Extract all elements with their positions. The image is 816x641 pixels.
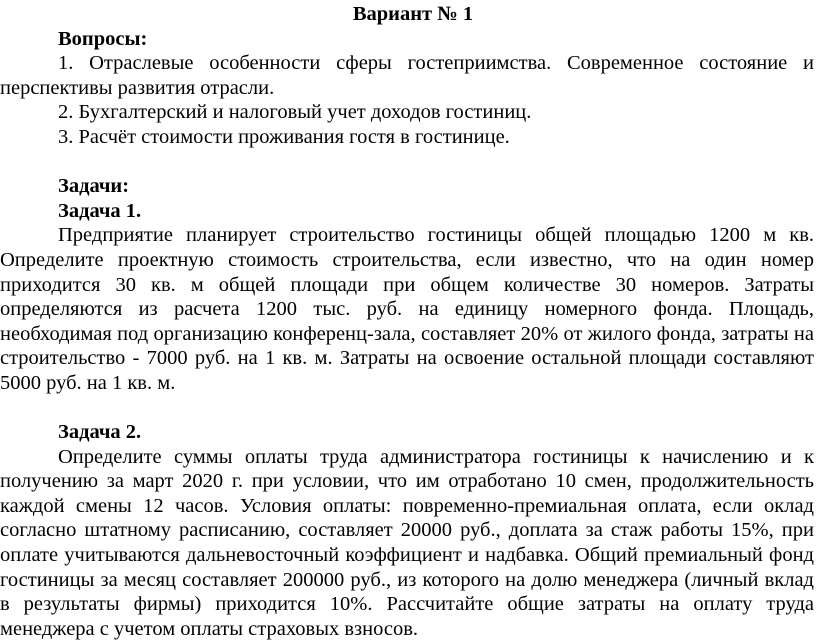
spacer [0,150,814,175]
task-2-text: Определите суммы оплаты труда администратора гостиницы к начислению и к получению за март 2020 г. при условии, что им отработано 10 смен, продолжительность каждой смены 12 часов. Условия оплаты: повременно-премиальная оплата, если оклад согласно штатному расписанию, составляет 20000 руб., доплата за стаж работы 15%, при оплате учитываются дальневосточный коэффициент и надбавка. Общий премиальный фонд гостиницы за месяц составляет 200000 руб., из которого на долю менеджера (личный вклад в результаты фирмы) приходится 10%. Рассчитайте общие затраты на оплату труда менеджера с учетом оплаты страховых взносов. [0,445,814,640]
questions-heading: Вопросы: [58,27,148,50]
task-1-text: Предприятие планирует строительство гостиницы общей площадью 1200 м кв. Определите проектную стоимость строительства, если известно, что на один номер приходится 30 кв. м общей площади при общем количестве 30 номеров. Затраты определяются из расчета 1200 тыс. руб. на единицу номерного фонда. Площадь, необходимая под организацию конференц-зала, составляет 20% от жилого фонда, затраты на строительство - 7000 руб. на 1 кв. м. Затраты на освоение остальной площади составляют 5000 руб. на 1 кв. м. [0,224,814,394]
variant-title: Вариант № 1 [352,3,474,25]
task-2-heading: Задача 2. [58,421,142,444]
question-1: 1. Отраслевые особенности сферы гостеприимства. Современное состояние и перспективы развития отрасли. [0,52,814,99]
question-3: 3. Расчёт стоимости проживания гостя в гостинице. [58,125,510,148]
task-1-heading: Задача 1. [58,199,142,222]
question-2: 2. Бухгалтерский и налоговый учет доходов гостиниц. [58,101,532,124]
spacer [0,396,814,421]
tasks-heading: Задачи: [58,175,130,198]
